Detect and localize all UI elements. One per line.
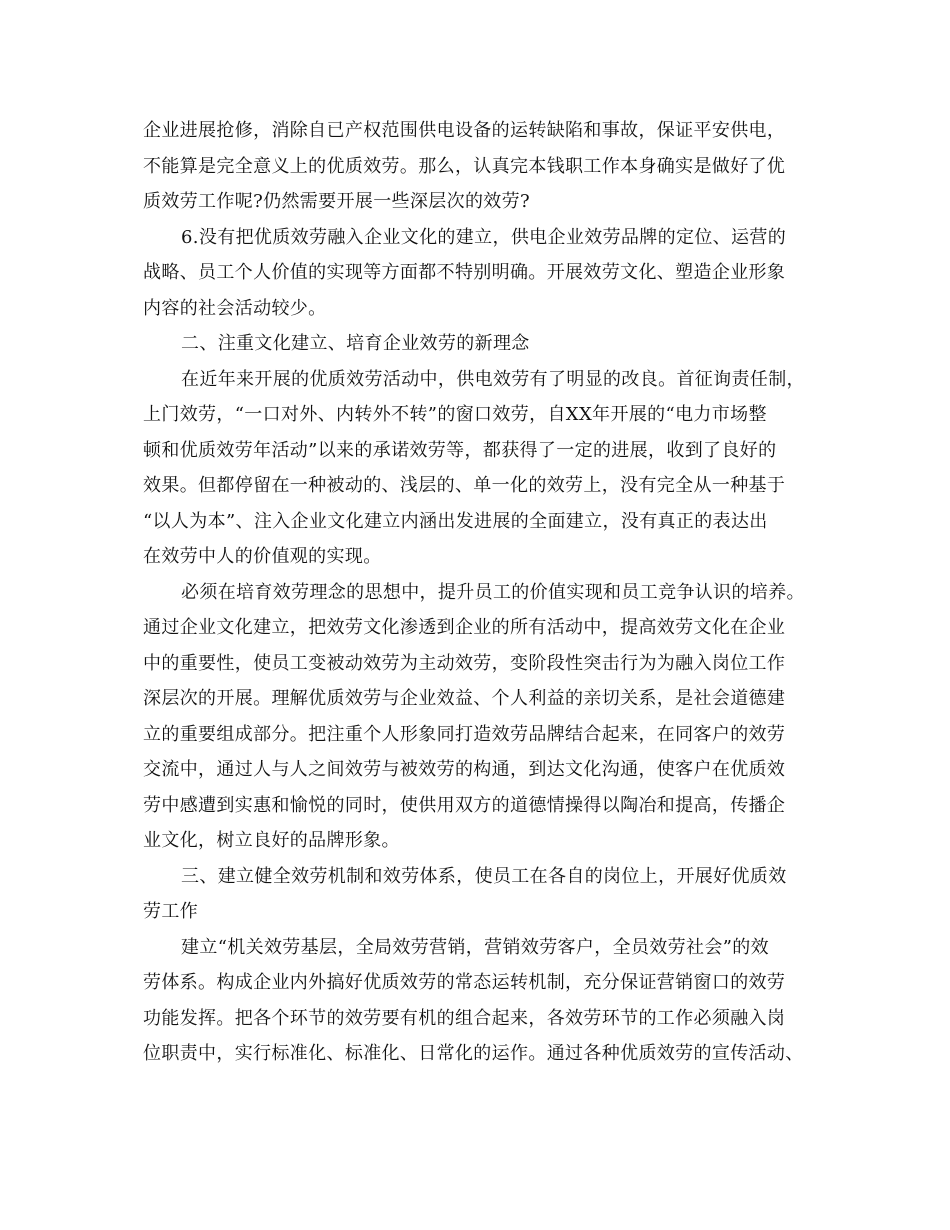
text-line: 建立“机关效劳基层，全局效劳营销，营销效劳客户，全员效劳社会”的效	[181, 936, 769, 958]
text-line: 中的重要性，使员工变被动效劳为主动效劳，变阶段性突击行为为融入岗位工作	[143, 652, 786, 674]
text-line: 深层次的开展。理解优质效劳与企业效益、个人利益的亲切关系，是社会道德建	[143, 688, 786, 709]
text-line: 6.没有把优质效劳融入企业文化的建立，供电企业效劳品牌的定位、运营的	[181, 226, 787, 248]
paragraph	[143, 113, 807, 220]
paragraph	[143, 326, 807, 362]
text-line: 通过企业文化建立，把效劳文化渗透到企业的所有活动中，提高效劳文化在企业	[143, 617, 786, 638]
text-line: 必须在培育效劳理念的思想中，提升员工的价值实现和员工竞争认识的培养。	[181, 581, 805, 603]
text-line: 内容的社会活动较少。	[143, 297, 327, 319]
text-line: 位职责中，实行标准化、标准化、日常化的运作。通过各种优质效劳的宣传活动、	[143, 1043, 804, 1064]
text-line: “以人为本”、注入企业文化建立内涵出发进展的全面建立，没有真正的表达出	[143, 510, 768, 532]
text-line: 交流中，通过人与人之间效劳与被效劳的构通，到达文化沟通，使客户在优质效	[143, 759, 786, 780]
text-line: 在效劳中人的价值观的实现。	[143, 546, 382, 567]
paragraph	[143, 859, 807, 930]
text-line: 劳中感遭到实惠和愉悦的同时，使供用双方的道德情操得以陶冶和提高，传播企	[143, 794, 786, 816]
document-body	[143, 113, 807, 1072]
text-line: 在近年来开展的优质效劳活动中，供电效劳有了明显的改良。首征询责任制，	[181, 368, 805, 390]
text-line: 劳体系。构成企业内外搞好优质效劳的常态运转机制，充分保证营销窗口的效劳	[143, 972, 786, 993]
text-line: 二、注重文化建立、培育企业效劳的新理念	[181, 333, 530, 354]
text-line: 三、建立健全效劳机制和效劳体系，使员工在各自的岗位上，开展好优质效	[181, 865, 787, 887]
text-line: 立的重要组成部分。把注重个人形象同打造效劳品牌结合起来，在同客户的效劳	[143, 723, 786, 745]
text-line: 不能算是完全意义上的优质效劳。那么，认真完本钱职工作本身确实是做好了优	[143, 155, 786, 177]
text-line: 业文化，树立良好的品牌形象。	[143, 830, 400, 851]
text-line: 效果。但都停留在一种被动的、浅层的、单一化的效劳上，没有完全从一种基于	[143, 475, 786, 496]
text-line: 企业进展抢修，消除自已产权范围供电设备的运转缺陷和事故，保证平安供电，	[143, 120, 786, 141]
text-line: 功能发挥。把各个环节的效劳要有机的组合起来，各效劳环节的工作必须融入岗	[143, 1007, 786, 1029]
text-line: 劳工作	[143, 901, 199, 922]
paragraph	[143, 220, 807, 327]
text-line: 质效劳工作呢?仍然需要开展一些深层次的效劳?	[143, 191, 530, 212]
text-line: 上门效劳，“一口对外、内转外不转”的窗口效劳，自XX年开展的“电力市场整	[143, 404, 767, 425]
text-line: 顿和优质效劳年活动”以来的承诺效劳等，都获得了一定的进展，收到了良好的	[143, 439, 777, 461]
paragraph	[143, 930, 807, 1072]
text-line: 战略、员工个人价值的实现等方面都不特别明确。开展效劳文化、塑造企业形象	[143, 262, 786, 283]
paragraph	[143, 362, 807, 575]
paragraph	[143, 575, 807, 859]
